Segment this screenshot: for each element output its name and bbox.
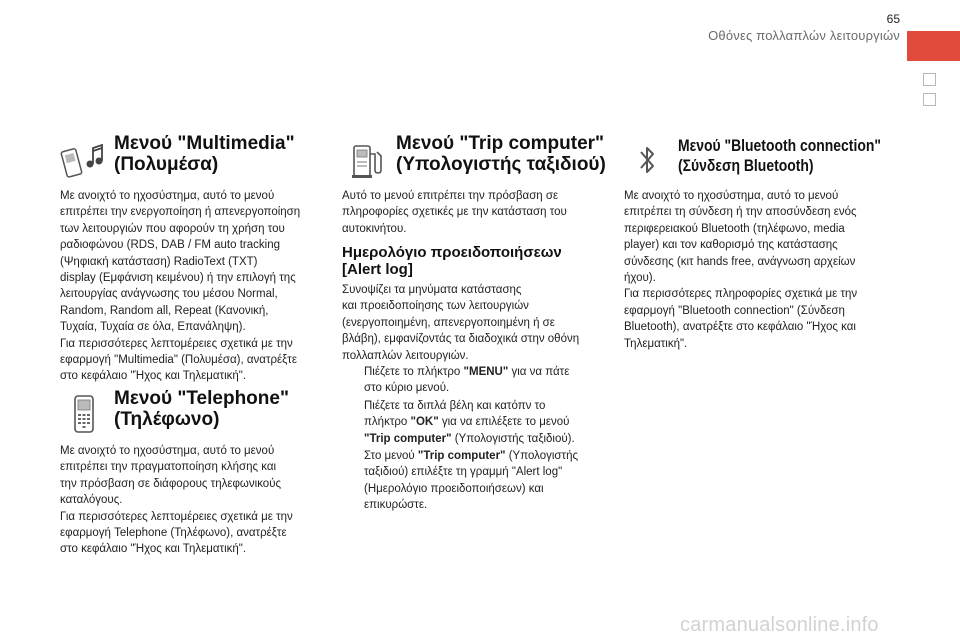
fuel-pump-icon [350, 142, 384, 180]
chapter-title: Οθόνες πολλαπλών λειτουργιών [708, 28, 900, 43]
telephone-title: Μενού "Telephone" (Τηλέφωνο) [114, 388, 289, 430]
alert-log-steps [342, 364, 612, 515]
chapter-tab [907, 31, 960, 61]
square-marker-icon [923, 73, 936, 86]
trip-computer-title: Μενού "Trip computer" (Υπολογιστής ταξιδιού) [396, 133, 606, 175]
bluetooth-body: Με ανοιχτό το ηχοσύστημα, αυτό το μενού επιτρέπει τη σύνδεση ή την αποσύνδεση ενός περιφερειακού Bluetooth (τηλέφωνο, media player) και τον καθορισμό της κατάστασης σύνδεσης (κιτ hands free, ανάγνωση αρχείων ήχου). Για περισσότερες πληροφορίες σχετικά με την εφαρμογή "Bluetooth connection" (Σύνδεση Bluetooth), ανατρέξτε στο κεφάλαιο "Ήχος και Τηλεματική". [624, 190, 858, 350]
mobile-phone-icon [72, 394, 96, 434]
multimedia-title: Μενού "Multimedia" (Πολυμέσα) [114, 133, 295, 175]
watermark: carmanualsonline.info [680, 614, 879, 636]
trip-computer-body: Αυτό το μενού επιτρέπει την πρόσβαση σε πληροφορίες σχετικές με την κατάσταση του αυτοκινήτου. [342, 190, 567, 235]
alert-log-body: Συνοψίζει τα μηνύματα κατάστασης και προειδοποίησης των λειτουργιών (ενεργοποιημένη, απενεργοποιημένη ή σε βλάβη), εμφανίζοντάς τα διαδοχικά στην οθόνη πολλαπλών λειτουργιών. [342, 284, 580, 362]
multimedia-body: Με ανοιχτό το ηχοσύστημα, αυτό το μενού επιτρέπει την ενεργοποίηση ή απενεργοποίηση των λειτουργιών που αφορούν τη χρήση του ραδιοφώνου (RDS, DAB / FM auto tracking (Ψηφιακή κατάσταση) RadioText (TXT) display (Εμφάνιση κειμένου) ή την επιλογή της λειτουργίας ανάγνωσης του μέσου Normal, Random, Random all, Repeat (Κανονική, Τυχαία, Τυχαία σε όλα, Επανάληψη). Για περισσότερες λεπτομέρειες σχετικά με την εφαρμογή "Multimedia" (Πολυμέσα), ανατρέξτε στο κεφάλαιο "Ήχος και Τηλεματική". [60, 190, 301, 383]
bluetooth-title: Μενού "Bluetooth connection" (Σύνδεση Bluetooth) [678, 136, 881, 175]
list-item: Πιέζετε τα διπλά βέλη και κατόπν το πλήκτρο "OK" για να επιλέξετε το μενού "Trip computer" (Υπολογιστής ταξιδιού). [364, 399, 575, 445]
square-marker-icon [923, 93, 936, 106]
telephone-body: Με ανοιχτό το ηχοσύστημα, αυτό το μενού επιτρέπει την πραγματοποίηση κλήσης και την πρόσβαση σε διάφορους τηλεφωνικούς καταλόγους. Για περισσότερες λεπτομέρειες σχετικά με την εφαρμογή Telephone (Τηλέφωνο), ανατρέξτε στο κεφάλαιο "Ήχος και Τηλεματική". [60, 445, 293, 556]
bluetooth-icon [636, 142, 658, 178]
list-item: Πιέζετε το πλήκτρο "MENU" για να πάτε στο κύριο μενού. [364, 366, 570, 395]
page-number: 65 [886, 12, 900, 26]
music-phone-icon [60, 140, 106, 180]
alert-log-heading: Ημερολόγιο προειδοποιήσεων [Alert log] [342, 244, 562, 278]
list-item: Στο μενού "Trip computer" (Υπολογιστής ταξιδιού) επιλέξτε τη γραμμή "Alert log" (Ημερολόγιο προειδοποιήσεων) και επικυρώστε. [364, 450, 579, 512]
